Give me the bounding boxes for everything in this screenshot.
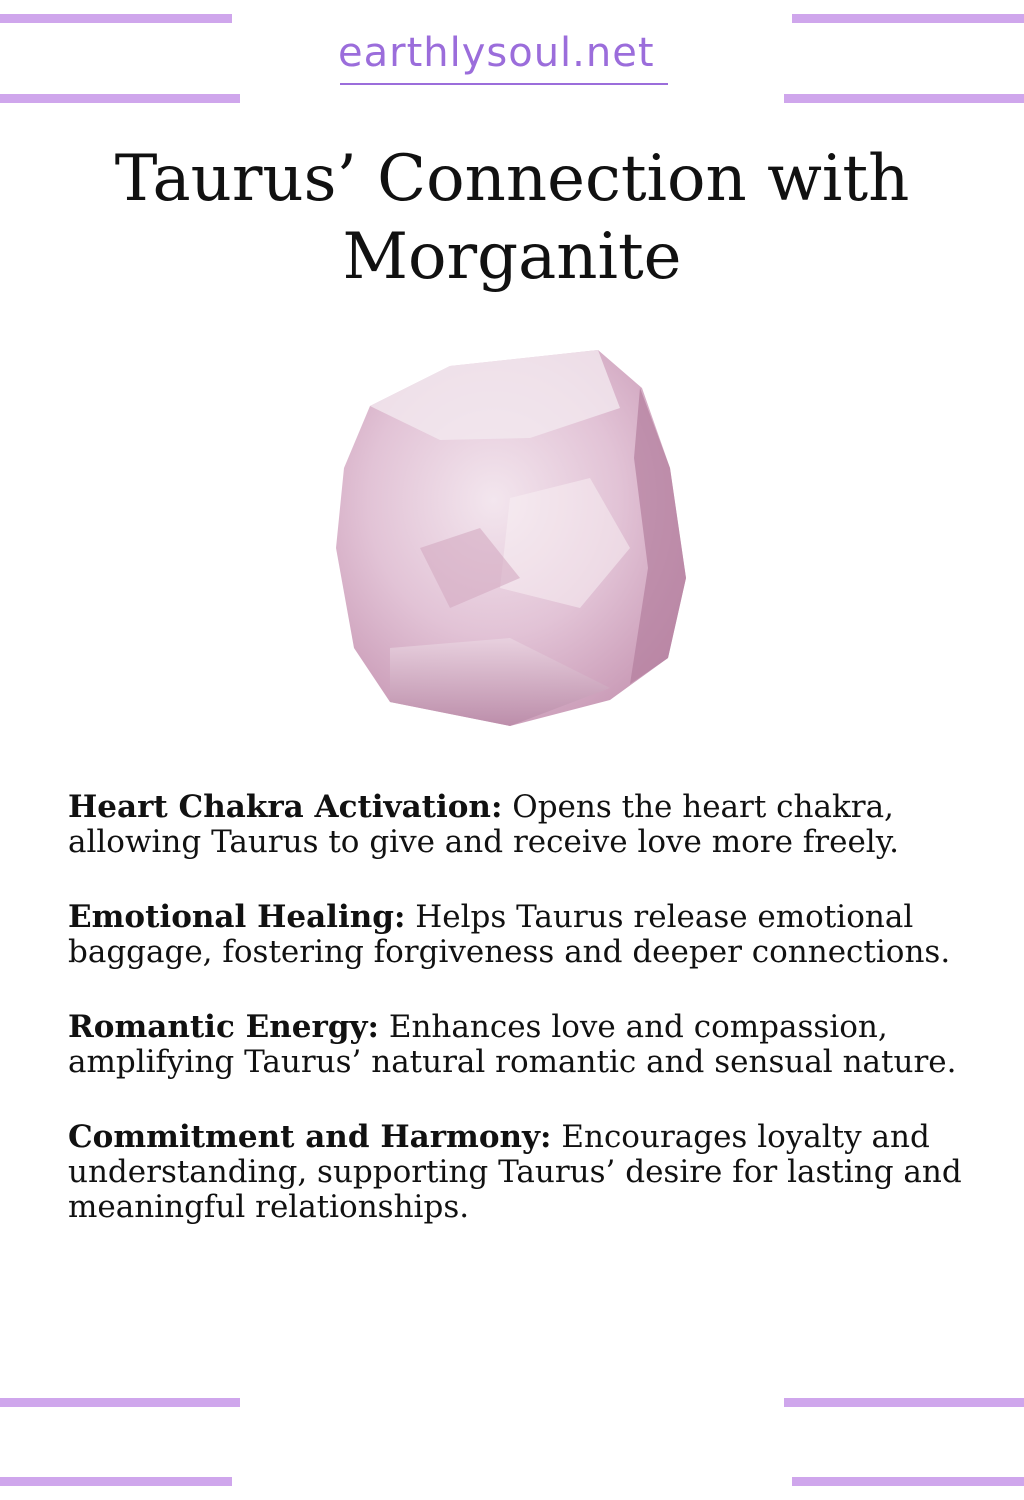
logo-underline	[340, 83, 668, 85]
decorative-bar-bottom-right-2	[792, 1477, 1024, 1486]
page-title: Taurus’ Connection with Morganite	[114, 142, 910, 294]
item-text: Helps Taurus release emotional baggage, fostering forgiveness and deeper connections.	[68, 899, 951, 970]
decorative-bar-top-right-1	[792, 14, 1024, 23]
item-text: Encourages loyalty and understanding, supporting Taurus’ desire for lasting and meaningful relationships.	[68, 1119, 962, 1225]
item-label: Commitment and Harmony:	[68, 1119, 552, 1155]
morganite-crystal-icon	[330, 348, 692, 730]
list-item	[68, 790, 968, 860]
item-text: Enhances love and compassion, amplifying Taurus’ natural romantic and sensual nature.	[68, 1009, 957, 1080]
list-item	[68, 900, 968, 970]
list-item	[68, 1120, 968, 1225]
decorative-bar-bottom-left-2	[0, 1477, 232, 1486]
item-label: Emotional Healing:	[68, 899, 406, 935]
decorative-bar-bottom-right-1	[784, 1398, 1024, 1407]
decorative-bar-bottom-left-1	[0, 1398, 240, 1407]
site-logo[interactable]	[338, 30, 686, 88]
decorative-bar-top-left-1	[0, 14, 232, 23]
benefits-list	[68, 790, 968, 1265]
decorative-bar-top-left-2	[0, 94, 240, 103]
item-text: Opens the heart chakra, allowing Taurus to give and receive love more freely.	[68, 789, 899, 860]
item-label: Heart Chakra Activation:	[68, 789, 503, 825]
decorative-bar-top-right-2	[784, 94, 1024, 103]
logo-text: earthlysoul.net	[338, 30, 655, 76]
list-item	[68, 1010, 968, 1080]
item-label: Romantic Energy:	[68, 1009, 379, 1045]
